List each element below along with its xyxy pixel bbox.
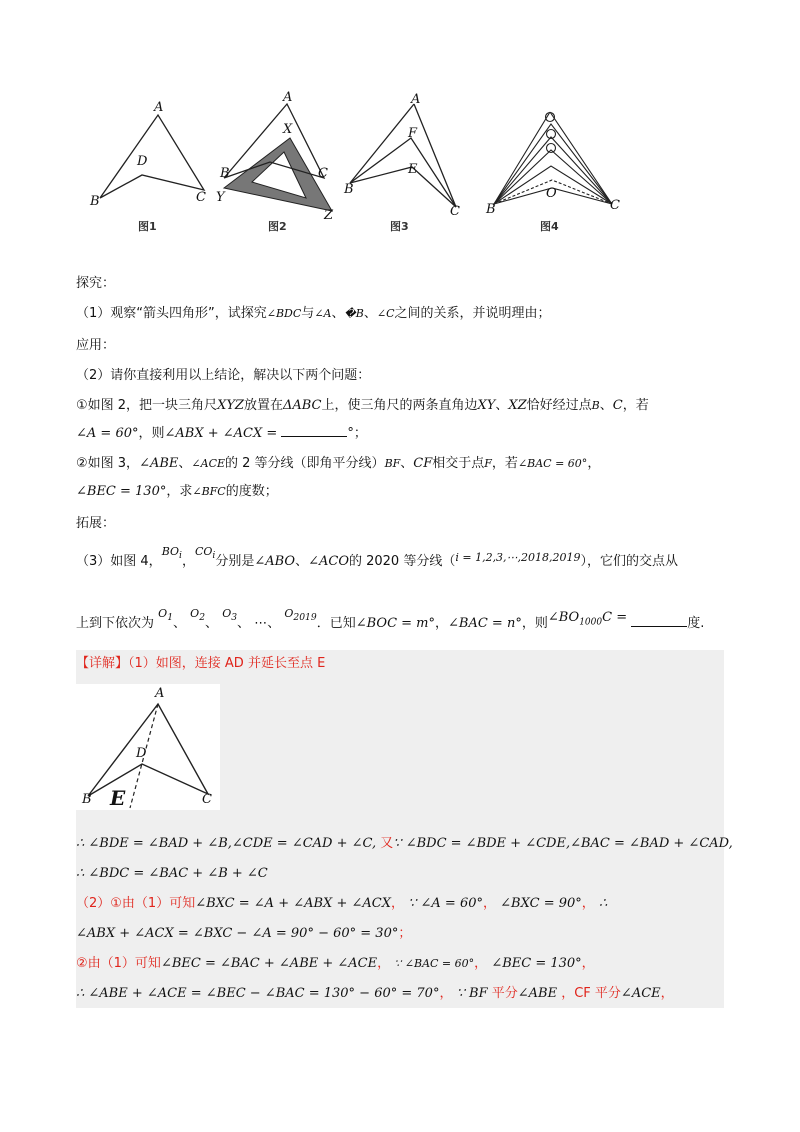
q1-angle-c: ∠C bbox=[376, 307, 395, 320]
solution-line-3-math-3: ∠BXC = 90° bbox=[500, 896, 582, 911]
figure-3-caption: 图3 bbox=[390, 220, 409, 233]
q2a-text: 放置在 bbox=[243, 398, 283, 413]
figure-3 bbox=[350, 104, 456, 207]
solution-line-3-math-2: ∵ ∠A = 60° bbox=[408, 896, 483, 911]
solution-line-3-math-1: ∠BXC = ∠A + ∠ABX + ∠ACX bbox=[195, 896, 391, 911]
fig3-label-a: A bbox=[411, 92, 421, 107]
solution-line-6-bisects: 平分 bbox=[491, 986, 518, 1001]
q2b-text: ，若 bbox=[491, 456, 518, 471]
solution-line-6-math-1: ∴ ∠ABE + ∠ACE = ∠BEC − ∠BAC = 130° − 60° = 70° bbox=[76, 986, 440, 1001]
fig3-label-c: C bbox=[450, 204, 460, 219]
figure-2 bbox=[224, 104, 332, 211]
solution-sep: ， bbox=[483, 896, 497, 911]
q2b-angle-bec: ∠BEC = 130° bbox=[76, 484, 167, 499]
fig3-label-f: F bbox=[408, 126, 418, 141]
q2b-text: 相交于点 bbox=[432, 456, 485, 471]
q3-text: （3）如图 4， bbox=[76, 554, 162, 569]
q2a-sep: 、 bbox=[495, 398, 509, 413]
q2b-bf: BF bbox=[384, 457, 401, 470]
q3b-sep: 、 bbox=[267, 616, 281, 631]
q2b-point-f: F bbox=[484, 457, 492, 470]
fig4-label-o: O bbox=[546, 186, 557, 201]
q1-angle-b: �B bbox=[344, 307, 364, 320]
q2b-angle-abe: ∠ABE bbox=[139, 456, 179, 471]
q2b-text: 的度数； bbox=[225, 484, 278, 499]
fig3-label-b: B bbox=[344, 182, 354, 197]
q3-text: 的 2020 等分线（ bbox=[348, 554, 456, 569]
q2a-given-angle: ∠A = 60° bbox=[76, 426, 139, 441]
q2a-xy: XY bbox=[477, 398, 496, 413]
solution-line-6-cf-bisects: CF 平分 bbox=[574, 986, 621, 1001]
q2a-point-c: C bbox=[612, 398, 623, 413]
solution-sep: ， bbox=[377, 956, 391, 971]
q3b-text: ，则 bbox=[521, 616, 548, 631]
q3b-o2019 bbox=[284, 607, 317, 624]
fig4-label-c: C bbox=[610, 198, 620, 213]
solution-line-5-math-2: ∵ ∠BAC = 60° bbox=[394, 957, 475, 970]
solution-panel bbox=[76, 650, 733, 1008]
fig1-arrowhead bbox=[100, 115, 204, 198]
q3b-o2019-sub: 2019 bbox=[293, 612, 317, 624]
solution-label-d: D bbox=[136, 746, 147, 761]
q2a-text: ①如图 2，把一块三角尺 bbox=[76, 398, 218, 413]
q2b-sep: ， bbox=[587, 456, 601, 471]
solution-sep: ， bbox=[474, 956, 488, 971]
solution-sep: ， bbox=[581, 896, 595, 911]
question-2a bbox=[76, 396, 649, 416]
solution-line-5-math-1: ∠BEC = ∠BAC + ∠ABE + ∠ACE bbox=[160, 956, 378, 971]
q3b-o1 bbox=[158, 607, 174, 624]
figure-1-caption: 图1 bbox=[138, 220, 157, 233]
solution-label: 【详解】 bbox=[76, 656, 129, 671]
q2b-cf: CF bbox=[413, 456, 433, 471]
q3b-sep: 、 bbox=[205, 616, 219, 631]
q2a-text: 上，使三角尺的两条直角边 bbox=[321, 398, 478, 413]
answer-blank-1[interactable] bbox=[281, 424, 347, 437]
solution-line-6-angle-abe: ∠ABE bbox=[517, 986, 558, 1001]
solution-line-6-bf: ∵ BF bbox=[456, 986, 488, 1001]
question-1 bbox=[76, 304, 551, 324]
solution-arrowhead bbox=[88, 704, 208, 796]
solution-figure bbox=[76, 684, 220, 810]
solution-label-b: B bbox=[82, 792, 92, 807]
q1-text: 之间的关系，并说明理由； bbox=[394, 306, 551, 321]
q3b-o2-sub: 2 bbox=[199, 612, 206, 624]
q3-bo-sub: i bbox=[179, 550, 182, 562]
fig2-label-b: B bbox=[220, 166, 230, 181]
q3b-target-b: C = bbox=[602, 610, 628, 625]
question-3-line2 bbox=[76, 607, 705, 639]
fig3-bfc bbox=[350, 138, 456, 207]
figure-2-caption: 图2 bbox=[268, 220, 287, 233]
q2a-text: ，则 bbox=[138, 426, 165, 441]
q3b-o3 bbox=[222, 607, 238, 624]
q3-text: 分别是 bbox=[215, 554, 255, 569]
q3b-text: 上到下依次为 bbox=[76, 616, 155, 631]
solution-line-2 bbox=[76, 864, 268, 884]
q3b-sep: 、 bbox=[173, 616, 187, 631]
question-2a-line2 bbox=[76, 424, 367, 444]
q3b-o1-sub: 1 bbox=[167, 612, 174, 624]
q3-co-sub: i bbox=[212, 550, 216, 562]
solution-step-1 bbox=[76, 654, 325, 674]
q3b-sep: ， bbox=[435, 616, 449, 631]
q1-text: 与 bbox=[301, 306, 315, 321]
q2a-sep: 、 bbox=[599, 398, 613, 413]
q3-angle-abo: ∠ABO bbox=[254, 554, 296, 569]
solution-line-1 bbox=[76, 834, 733, 854]
question-2b bbox=[76, 454, 600, 474]
q3-bo bbox=[161, 545, 182, 562]
fig1-label-a: A bbox=[154, 100, 164, 115]
fig1-label-b: B bbox=[90, 194, 100, 209]
solution-sep: ； bbox=[398, 926, 412, 941]
fig1-label-c: C bbox=[196, 190, 206, 205]
q2b-angle-bac: ∠BAC = 60° bbox=[517, 457, 588, 470]
q3b-text: ．已知 bbox=[316, 616, 356, 631]
q2a-xz: XZ bbox=[508, 398, 527, 413]
q2b-text: 的 2 等分线（即角平分线） bbox=[225, 456, 385, 471]
q3-angle-aco: ∠ACO bbox=[308, 554, 349, 569]
q1-text: （1）观察“箭头四角形”，试探究 bbox=[76, 306, 267, 321]
fig2-label-x: X bbox=[283, 122, 293, 137]
solution-line-5-math-3: ∠BEC = 130° bbox=[491, 956, 582, 971]
q3b-target-a: ∠BO bbox=[547, 610, 580, 625]
q3-bo-text: BO bbox=[161, 545, 179, 558]
question-2-intro: （2）请你直接利用以上结论，解决以下两个问题： bbox=[76, 368, 371, 383]
fig2-label-z: Z bbox=[324, 208, 334, 223]
q2b-sep: 、 bbox=[400, 456, 414, 471]
q3b-target-angle bbox=[547, 610, 628, 628]
q3-text: ），它们的交点从 bbox=[580, 554, 679, 569]
q1-sep: 、 bbox=[331, 306, 345, 321]
q2b-sep: 、 bbox=[178, 456, 192, 471]
q2a-text: ，若 bbox=[622, 398, 649, 413]
solution-sep: ， bbox=[390, 896, 404, 911]
solution-label-e: E bbox=[110, 786, 126, 810]
q2a-target-sum: ∠ABX + ∠ACX = bbox=[164, 426, 278, 441]
fig2-label-a: A bbox=[283, 90, 293, 105]
solution-line-2-math: ∴ ∠BDC = ∠BAC + ∠B + ∠C bbox=[76, 866, 268, 881]
solution-line-3-text: （2）①由（1）可知 bbox=[76, 896, 196, 911]
q3-index-range: i = 1,2,3,⋯,2018,2019 bbox=[455, 551, 581, 564]
solution-sep: ， bbox=[660, 986, 674, 1001]
q3b-unit: 度. bbox=[687, 616, 705, 631]
q3b-ellipsis: ⋯ bbox=[254, 616, 268, 631]
q3b-sep: 、 bbox=[237, 616, 251, 631]
solution-sep: ， bbox=[561, 986, 575, 1001]
fig3-ac bbox=[414, 104, 456, 207]
fig1-label-d: D bbox=[137, 154, 148, 169]
q2b-angle-bfc: ∠BFC bbox=[192, 485, 226, 498]
q3b-angle-boc: ∠BOC = m° bbox=[355, 616, 435, 631]
explore-heading: 探究： bbox=[76, 276, 116, 291]
figures-row bbox=[80, 90, 640, 240]
solution-sep: ， bbox=[439, 986, 453, 1001]
q2a-triangle-abc: ΔABC bbox=[282, 398, 322, 413]
fig3-label-e: E bbox=[408, 162, 418, 177]
solution-label-c: C bbox=[202, 792, 212, 807]
q1-angle-bdc: ∠BDC bbox=[266, 307, 302, 320]
q3b-o1-letter: O bbox=[158, 607, 168, 620]
q2b-text: ，求 bbox=[166, 484, 193, 499]
solution-sep: ， bbox=[581, 956, 595, 971]
q3-sep: ， bbox=[181, 554, 195, 569]
fig4-label-b: B bbox=[486, 202, 496, 217]
apply-heading: 应用： bbox=[76, 338, 116, 353]
figure-4-caption: 图4 bbox=[540, 220, 559, 233]
q3-sep: 、 bbox=[295, 554, 309, 569]
q3b-o3-sub: 3 bbox=[231, 612, 238, 624]
question-2b-line2 bbox=[76, 482, 278, 502]
solution-line-3-math-4: ∴ bbox=[598, 896, 608, 911]
solution-label-a: A bbox=[155, 686, 165, 701]
q3-co bbox=[194, 545, 216, 562]
q3b-target-sub: 1000 bbox=[579, 617, 603, 628]
q2a-point-b: B bbox=[591, 399, 600, 412]
q3b-angle-bac: ∠BAC = n° bbox=[448, 616, 522, 631]
q2b-text: ②如图 3， bbox=[76, 456, 140, 471]
fig3-bec bbox=[350, 167, 456, 207]
q1-angle-a: ∠A bbox=[314, 307, 332, 320]
solution-figure-svg bbox=[76, 684, 220, 810]
q3b-o2019-letter: O bbox=[284, 607, 294, 620]
solution-line-3 bbox=[76, 894, 607, 914]
q2a-unit: °； bbox=[347, 426, 367, 441]
q2b-angle-ace: ∠ACE bbox=[191, 457, 226, 470]
answer-blank-2[interactable] bbox=[631, 614, 687, 627]
solution-line-4 bbox=[76, 924, 411, 944]
question-3 bbox=[76, 545, 679, 576]
fig2-label-c: C bbox=[318, 166, 328, 181]
solution-line-5-text: ②由（1）可知 bbox=[76, 956, 161, 971]
solution-line-1-math: ∴ ∠BDE = ∠BAD + ∠B,∠CDE = ∠CAD + ∠C, bbox=[76, 836, 377, 851]
solution-line-5 bbox=[76, 954, 595, 974]
q3-co-text: CO bbox=[194, 545, 213, 558]
extend-heading: 拓展： bbox=[76, 516, 116, 531]
q3b-o2-letter: O bbox=[190, 607, 200, 620]
solution-line-1-also: 又 bbox=[380, 836, 394, 851]
q3b-o3-letter: O bbox=[222, 607, 232, 620]
solution-line-4-math: ∠ABX + ∠ACX = ∠BXC − ∠A = 90° − 60° = 30° bbox=[76, 926, 399, 941]
q3b-o2 bbox=[190, 607, 206, 624]
fig2-label-y: Y bbox=[216, 190, 225, 205]
figure-1 bbox=[100, 115, 204, 198]
solution-line-6-angle-ace: ∠ACE bbox=[620, 986, 661, 1001]
solution-step-1-text: （1）如图，连接 AD 并延长至点 E bbox=[128, 656, 326, 671]
solution-line-6 bbox=[76, 984, 674, 1004]
q1-sep: 、 bbox=[363, 306, 377, 321]
q2a-text: 恰好经过点 bbox=[526, 398, 592, 413]
solution-line-1-math-2: ∵ ∠BDC = ∠BDE + ∠CDE,∠BAC = ∠BAD + ∠CAD, bbox=[393, 836, 733, 851]
q2a-xyz: XYZ bbox=[217, 398, 244, 413]
